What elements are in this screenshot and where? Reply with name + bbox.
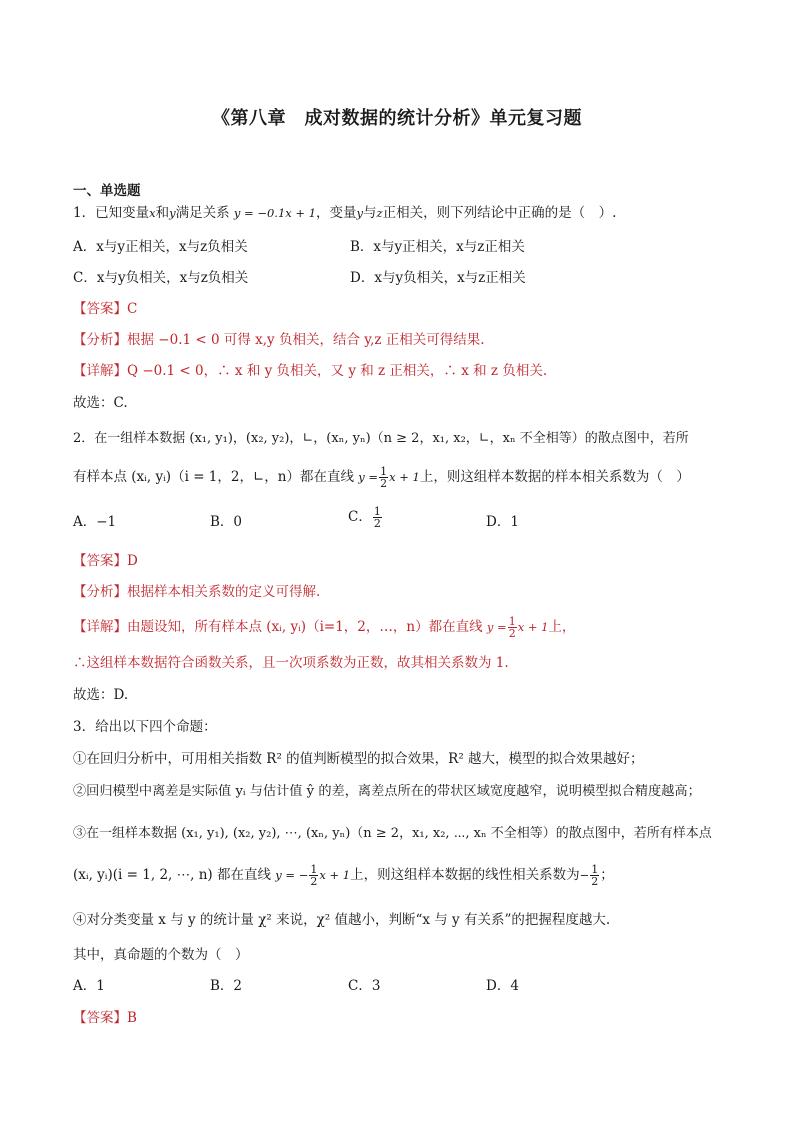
- q2-frac-num: 1: [380, 465, 388, 478]
- q3-option-d-text: 4: [510, 978, 519, 994]
- q2-option-a-text: −1: [96, 514, 117, 530]
- q2-fraction: [379, 466, 388, 489]
- q2-stem-line2: [73, 466, 690, 489]
- q3-proposition-4: ④对分类变量 x 与 y 的统计量 χ² 来说，χ² 值越小，判断“x 与 y 有关系”的把握程度越大.: [73, 912, 611, 928]
- q3-option-c-text: 3: [371, 978, 381, 994]
- q1-answer: [73, 298, 137, 320]
- q1-option-d: [350, 267, 526, 289]
- q2-conclusion: ∴这组样本数据符合函数关系，且一次项系数为正数，故其相关系数为 1.: [73, 655, 509, 671]
- q3-option-b: [210, 975, 242, 997]
- q1-stem-b: 和: [155, 205, 170, 221]
- q2-option-b-text: 0: [233, 514, 243, 530]
- q3-p3d-text: ；: [600, 867, 614, 883]
- q2-analysis-text: 根据样本相关系数的定义可得解.: [127, 584, 321, 600]
- q3-option-b-text: 2: [233, 978, 243, 994]
- q3-p3b-text: (xᵢ, yᵢ)(i = 1, 2, ⋯, n) 都在直线: [73, 867, 271, 883]
- q3-answer-value: B: [127, 1010, 137, 1026]
- q2-option-b-label: B．: [210, 514, 234, 530]
- q3-option-d: [486, 975, 519, 997]
- q1-option-c-text: x与y负相关，x与z负相关: [96, 270, 249, 286]
- q3-line-fraction: [309, 864, 318, 887]
- q1-option-b: [350, 236, 525, 258]
- q1-analysis-text: 根据 −0.1 < 0 可得 x,y 负相关，结合 y,z 正相关可得结果.: [127, 332, 485, 348]
- q3-proposition-1: ①在回归分析中，可用相关指数 R² 的值判断模型的拟合效果，R² 越大，模型的拟合效果越好；: [73, 751, 644, 767]
- q2-analysis: [73, 581, 320, 603]
- q2-line-lhs: y =: [358, 470, 379, 484]
- q3-option-d-label: D．: [486, 978, 511, 994]
- q3-line-lhs: y = −: [275, 868, 309, 882]
- q3-proposition-2: ②回归模型中离差是实际值 yᵢ 与估计值 ŷ 的差，离差点所在的带状区域宽度越窄，说明模型拟合精度越高；: [73, 784, 701, 799]
- q2-option-c-den: 2: [373, 517, 381, 530]
- q2-detail-frac-num: 1: [508, 615, 516, 628]
- q3-proposition-3b: [73, 864, 614, 887]
- q1-answer-value: C: [127, 301, 138, 317]
- q1-option-c-label: C．: [73, 270, 97, 286]
- section-heading: 一、单选题: [73, 183, 141, 199]
- q2-option-d-label: D．: [486, 514, 511, 530]
- q2-option-a: [73, 511, 116, 533]
- q1-option-d-label: D．: [350, 270, 375, 286]
- q2-detail-line-lhs: y =: [486, 620, 507, 634]
- q1-choose: 故选：C.: [73, 395, 128, 411]
- q2-analysis-tag: 【分析】: [73, 584, 127, 600]
- q1-option-c: [73, 267, 248, 289]
- q2-detail-a: 由题设知，所有样本点 (xᵢ, yᵢ)（i=1，2，…，n）都在直线: [127, 619, 483, 635]
- q2-detail-line-rhs: x + 1: [517, 620, 549, 634]
- q2-choose: 故选：D.: [73, 687, 129, 703]
- q2-answer: [73, 550, 138, 572]
- q2-option-d-text: 1: [510, 514, 519, 530]
- q3-answer-tag: 【答案】: [73, 1010, 127, 1026]
- q1-option-b-label: B．: [350, 239, 374, 255]
- q1-analysis: [73, 329, 485, 351]
- q2-answer-value: D: [127, 553, 138, 569]
- q3-value-fraction: [590, 864, 599, 887]
- q3-option-a-text: 1: [96, 978, 105, 994]
- q1-stem-c: 满足关系: [175, 205, 230, 221]
- q2-line-rhs: x + 1: [389, 470, 420, 484]
- q2-frac-den: 2: [380, 477, 388, 490]
- q1-detail-tag: 【详解】: [73, 363, 127, 379]
- q2-option-c-label: C．: [348, 509, 372, 525]
- q3-value-frac-den: 2: [591, 875, 599, 888]
- q2-option-d: [486, 511, 519, 533]
- page-title: 《第八章 成对数据的统计分析》单元复习题: [212, 108, 582, 129]
- q1-option-a-text: x与y正相关，x与z负相关: [96, 239, 248, 255]
- q1-option-a-label: A．: [73, 239, 97, 255]
- q3-p3c-text: 上，则这组样本数据的线性相关系数为: [350, 867, 580, 883]
- q3-option-a-label: A．: [73, 978, 97, 994]
- q2-detail-tag: 【详解】: [73, 619, 127, 635]
- q2-detail-fraction: [508, 616, 517, 639]
- q2-detail-frac-den: 2: [508, 627, 516, 640]
- q3-option-a: [73, 975, 105, 997]
- q1-relation: y = −0.1x + 1: [233, 206, 317, 220]
- q3-line-rhs: x + 1: [319, 868, 351, 882]
- q1-stem-d: ，变量: [316, 205, 357, 221]
- q3-value-frac-num: 1: [591, 863, 599, 876]
- q3-ask: 其中，真命题的个数为（ ）: [73, 947, 249, 963]
- q2-option-c: [348, 506, 383, 529]
- q2-option-c-num: 1: [373, 505, 381, 518]
- q1-detail-text: Q −0.1 < 0，∴ x 和 y 负相关，又 y 和 z 正相关，∴ x 和 z 负相关.: [127, 363, 548, 379]
- q3-line-frac-den: 2: [310, 875, 318, 888]
- q1-stem: 1．已知变量x和y满足关系 y = −0.1x + 1，变量y与z正相关，则下列结论中正确的是（ ）.: [73, 205, 617, 221]
- q1-option-a: [73, 236, 248, 258]
- q3-value-sign: −: [579, 868, 590, 882]
- q3-answer: [73, 1007, 137, 1029]
- q1-detail: [73, 360, 547, 382]
- q1-stem-e: 与: [363, 205, 377, 221]
- q1-option-d-text: x与y负相关，x与z正相关: [374, 270, 526, 286]
- q3-option-c-label: C．: [348, 978, 372, 994]
- q1-option-b-text: x与y正相关，x与z正相关: [373, 239, 525, 255]
- q1-stem-a: 1．已知变量: [73, 205, 150, 221]
- q1-answer-tag: 【答案】: [73, 301, 127, 317]
- q2-stem-line1: 2．在一组样本数据 (x₁, y₁)，(x₂, y₂)，∟，(xₙ, yₙ)（n ≥ 2，x₁, x₂，∟，xₙ 不全相等）的散点图中，若所: [73, 431, 689, 446]
- q1-stem-f: 正相关，则下列结论中正确的是（ ）.: [382, 205, 617, 221]
- q3-proposition-3a: ③在一组样本数据 (x₁, y₁), (x₂, y₂), ⋯, (xₙ, yₙ)（n ≥ 2，x₁, x₂, ⋯, xₙ 不全相等）的散点图中，若所有样本点: [73, 826, 712, 841]
- q2-option-c-fraction: [373, 506, 382, 529]
- q2-stem2b: 上，则这组样本数据的样本相关系数为（ ）: [419, 469, 690, 485]
- q2-option-b: [210, 511, 242, 533]
- q2-detail-b: 上，: [548, 619, 576, 635]
- q3-option-b-label: B．: [210, 978, 234, 994]
- q2-answer-tag: 【答案】: [73, 553, 127, 569]
- q1-analysis-tag: 【分析】: [73, 332, 127, 348]
- q3-line-frac-num: 1: [310, 863, 318, 876]
- q2-option-a-label: A．: [73, 514, 97, 530]
- q2-detail: [73, 616, 575, 639]
- q2-stem2a: 有样本点 (xᵢ, yᵢ)（i = 1，2，∟，n）都在直线: [73, 469, 354, 485]
- q3-stem: 3．给出以下四个命题：: [73, 719, 217, 735]
- q3-option-c: [348, 975, 380, 997]
